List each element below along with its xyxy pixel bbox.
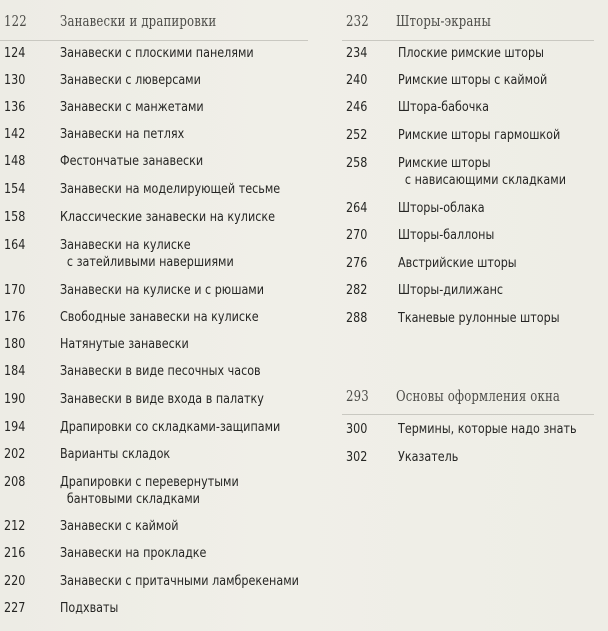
- entry-page-number: 154: [4, 182, 26, 197]
- section-divider: [0, 40, 308, 41]
- entry-page-number: 227: [4, 601, 26, 616]
- section-divider: [342, 40, 594, 41]
- entry-title: [60, 72, 201, 89]
- entry-page-number: 130: [4, 73, 26, 88]
- entry-title-line: Занавески на кулиске: [60, 238, 191, 253]
- entry-title-line: бантовыми складками: [66, 492, 200, 507]
- entry-page-number: 164: [4, 238, 26, 253]
- entry-title-line: Тканевые рулонные шторы: [398, 311, 560, 326]
- entry-title: [398, 449, 458, 466]
- section-title: Шторы-экраны: [396, 12, 491, 30]
- entry-title: [60, 99, 204, 116]
- section-divider: [342, 414, 594, 415]
- entry-page-number: 270: [346, 228, 368, 243]
- entry-title-line: Римские шторы: [398, 156, 491, 171]
- entry-page-number: 208: [4, 475, 26, 490]
- entry-title: [398, 200, 485, 217]
- entry-page-number: 158: [4, 210, 26, 225]
- entry-title-line: Занавески с каймой: [60, 519, 179, 534]
- entry-title-line: Шторы-облака: [398, 201, 485, 216]
- entry-page-number: 220: [4, 574, 26, 589]
- entry-page-number: 276: [346, 256, 368, 271]
- entry-title: [60, 336, 189, 353]
- entry-title: [398, 310, 560, 327]
- entry-title: [60, 309, 259, 326]
- entry-title-line: Штора-бабочка: [398, 100, 489, 115]
- entry-title-line: Занавески на петлях: [60, 127, 185, 142]
- entry-title-line: Варианты складок: [60, 447, 171, 462]
- entry-title-line: Австрийские шторы: [398, 256, 517, 271]
- entry-page-number: 180: [4, 337, 26, 352]
- section-page-number: 232: [346, 12, 369, 30]
- entry-page-number: 282: [346, 283, 368, 298]
- entry-title-line: Занавески на прокладке: [60, 546, 207, 561]
- entry-title-line: Плоские римские шторы: [398, 46, 544, 61]
- section-title: Основы оформления окна: [396, 387, 561, 405]
- entry-title-line: Свободные занавески на кулиске: [60, 310, 259, 325]
- entry-page-number: 184: [4, 364, 26, 379]
- entry-title-line: Римские шторы с каймой: [398, 73, 548, 88]
- entry-title: [60, 573, 299, 590]
- entry-title-line: с нависающими складками: [404, 173, 566, 188]
- entry-page-number: 170: [4, 283, 26, 298]
- entry-title-line: Занавески в виде песочных часов: [60, 364, 261, 379]
- entry-title-line: Подхваты: [60, 601, 119, 616]
- entry-title: [60, 282, 264, 299]
- section-page-number: 293: [346, 387, 369, 405]
- entry-title-line: Указатель: [398, 450, 459, 465]
- entry-page-number: 264: [346, 201, 368, 216]
- entry-title: [60, 474, 239, 508]
- entry-page-number: 258: [346, 156, 368, 171]
- entry-page-number: 142: [4, 127, 26, 142]
- entry-title-line: Шторы-дилижанс: [398, 283, 504, 298]
- entry-page-number: 202: [4, 447, 26, 462]
- entry-page-number: 246: [346, 100, 368, 115]
- entry-title: [398, 227, 494, 244]
- entry-title: [398, 255, 517, 272]
- entry-title: [398, 45, 544, 62]
- entry-title-line: Римские шторы гармошкой: [398, 128, 561, 143]
- entry-page-number: 176: [4, 310, 26, 325]
- entry-page-number: 252: [346, 128, 368, 143]
- entry-title: [60, 391, 264, 408]
- entry-title-line: Натянутые занавески: [60, 337, 189, 352]
- entry-title-line: Занавески на моделирующей тесьме: [60, 182, 281, 197]
- entry-title: [60, 363, 261, 380]
- entry-title: [60, 209, 275, 226]
- entry-title: [398, 127, 560, 144]
- entry-title: [60, 237, 234, 271]
- entry-title-line: Занавески в виде входа в палатку: [60, 392, 264, 407]
- entry-title: [60, 600, 118, 617]
- entry-title-line: Драпировки со складками-защипами: [60, 420, 281, 435]
- section-page-number: 122: [4, 12, 27, 30]
- entry-title-line: Занавески на кулиске и с рюшами: [60, 283, 265, 298]
- entry-title-line: Термины, которые надо знать: [398, 422, 577, 437]
- entry-title-line: с затейливыми навершиями: [66, 255, 234, 270]
- entry-page-number: 124: [4, 46, 26, 61]
- entry-title: [398, 99, 489, 116]
- entry-page-number: 288: [346, 311, 368, 326]
- entry-title-line: Занавески с манжетами: [60, 100, 204, 115]
- entry-page-number: 300: [346, 422, 368, 437]
- entry-title-line: Занавески с притачными ламбрекенами: [60, 574, 299, 589]
- entry-page-number: 216: [4, 546, 26, 561]
- entry-page-number: 148: [4, 154, 26, 169]
- entry-page-number: 234: [346, 46, 368, 61]
- entry-title-line: Занавески с плоскими панелями: [60, 46, 254, 61]
- entry-title-line: Фестончатые занавески: [60, 154, 204, 169]
- entry-title: [398, 155, 566, 189]
- entry-title: [60, 446, 170, 463]
- entry-page-number: 190: [4, 392, 26, 407]
- entry-title: [60, 419, 280, 436]
- section-title: Занавески и драпировки: [60, 12, 217, 30]
- entry-title-line: Занавески с люверсами: [60, 73, 201, 88]
- entry-title: [60, 545, 206, 562]
- entry-title: [398, 421, 577, 438]
- entry-title-line: Классические занавески на кулиске: [60, 210, 275, 225]
- entry-page-number: 302: [346, 450, 368, 465]
- entry-title: [398, 282, 503, 299]
- entry-title-line: Драпировки с перевернутыми: [60, 475, 239, 490]
- entry-title: [398, 72, 547, 89]
- entry-title-line: Шторы-баллоны: [398, 228, 495, 243]
- entry-title: [60, 45, 254, 62]
- entry-title: [60, 181, 280, 198]
- entry-page-number: 136: [4, 100, 26, 115]
- entry-title: [60, 153, 203, 170]
- entry-page-number: 240: [346, 73, 368, 88]
- entry-title: [60, 126, 184, 143]
- entry-page-number: 212: [4, 519, 26, 534]
- entry-page-number: 194: [4, 420, 26, 435]
- entry-title: [60, 518, 178, 535]
